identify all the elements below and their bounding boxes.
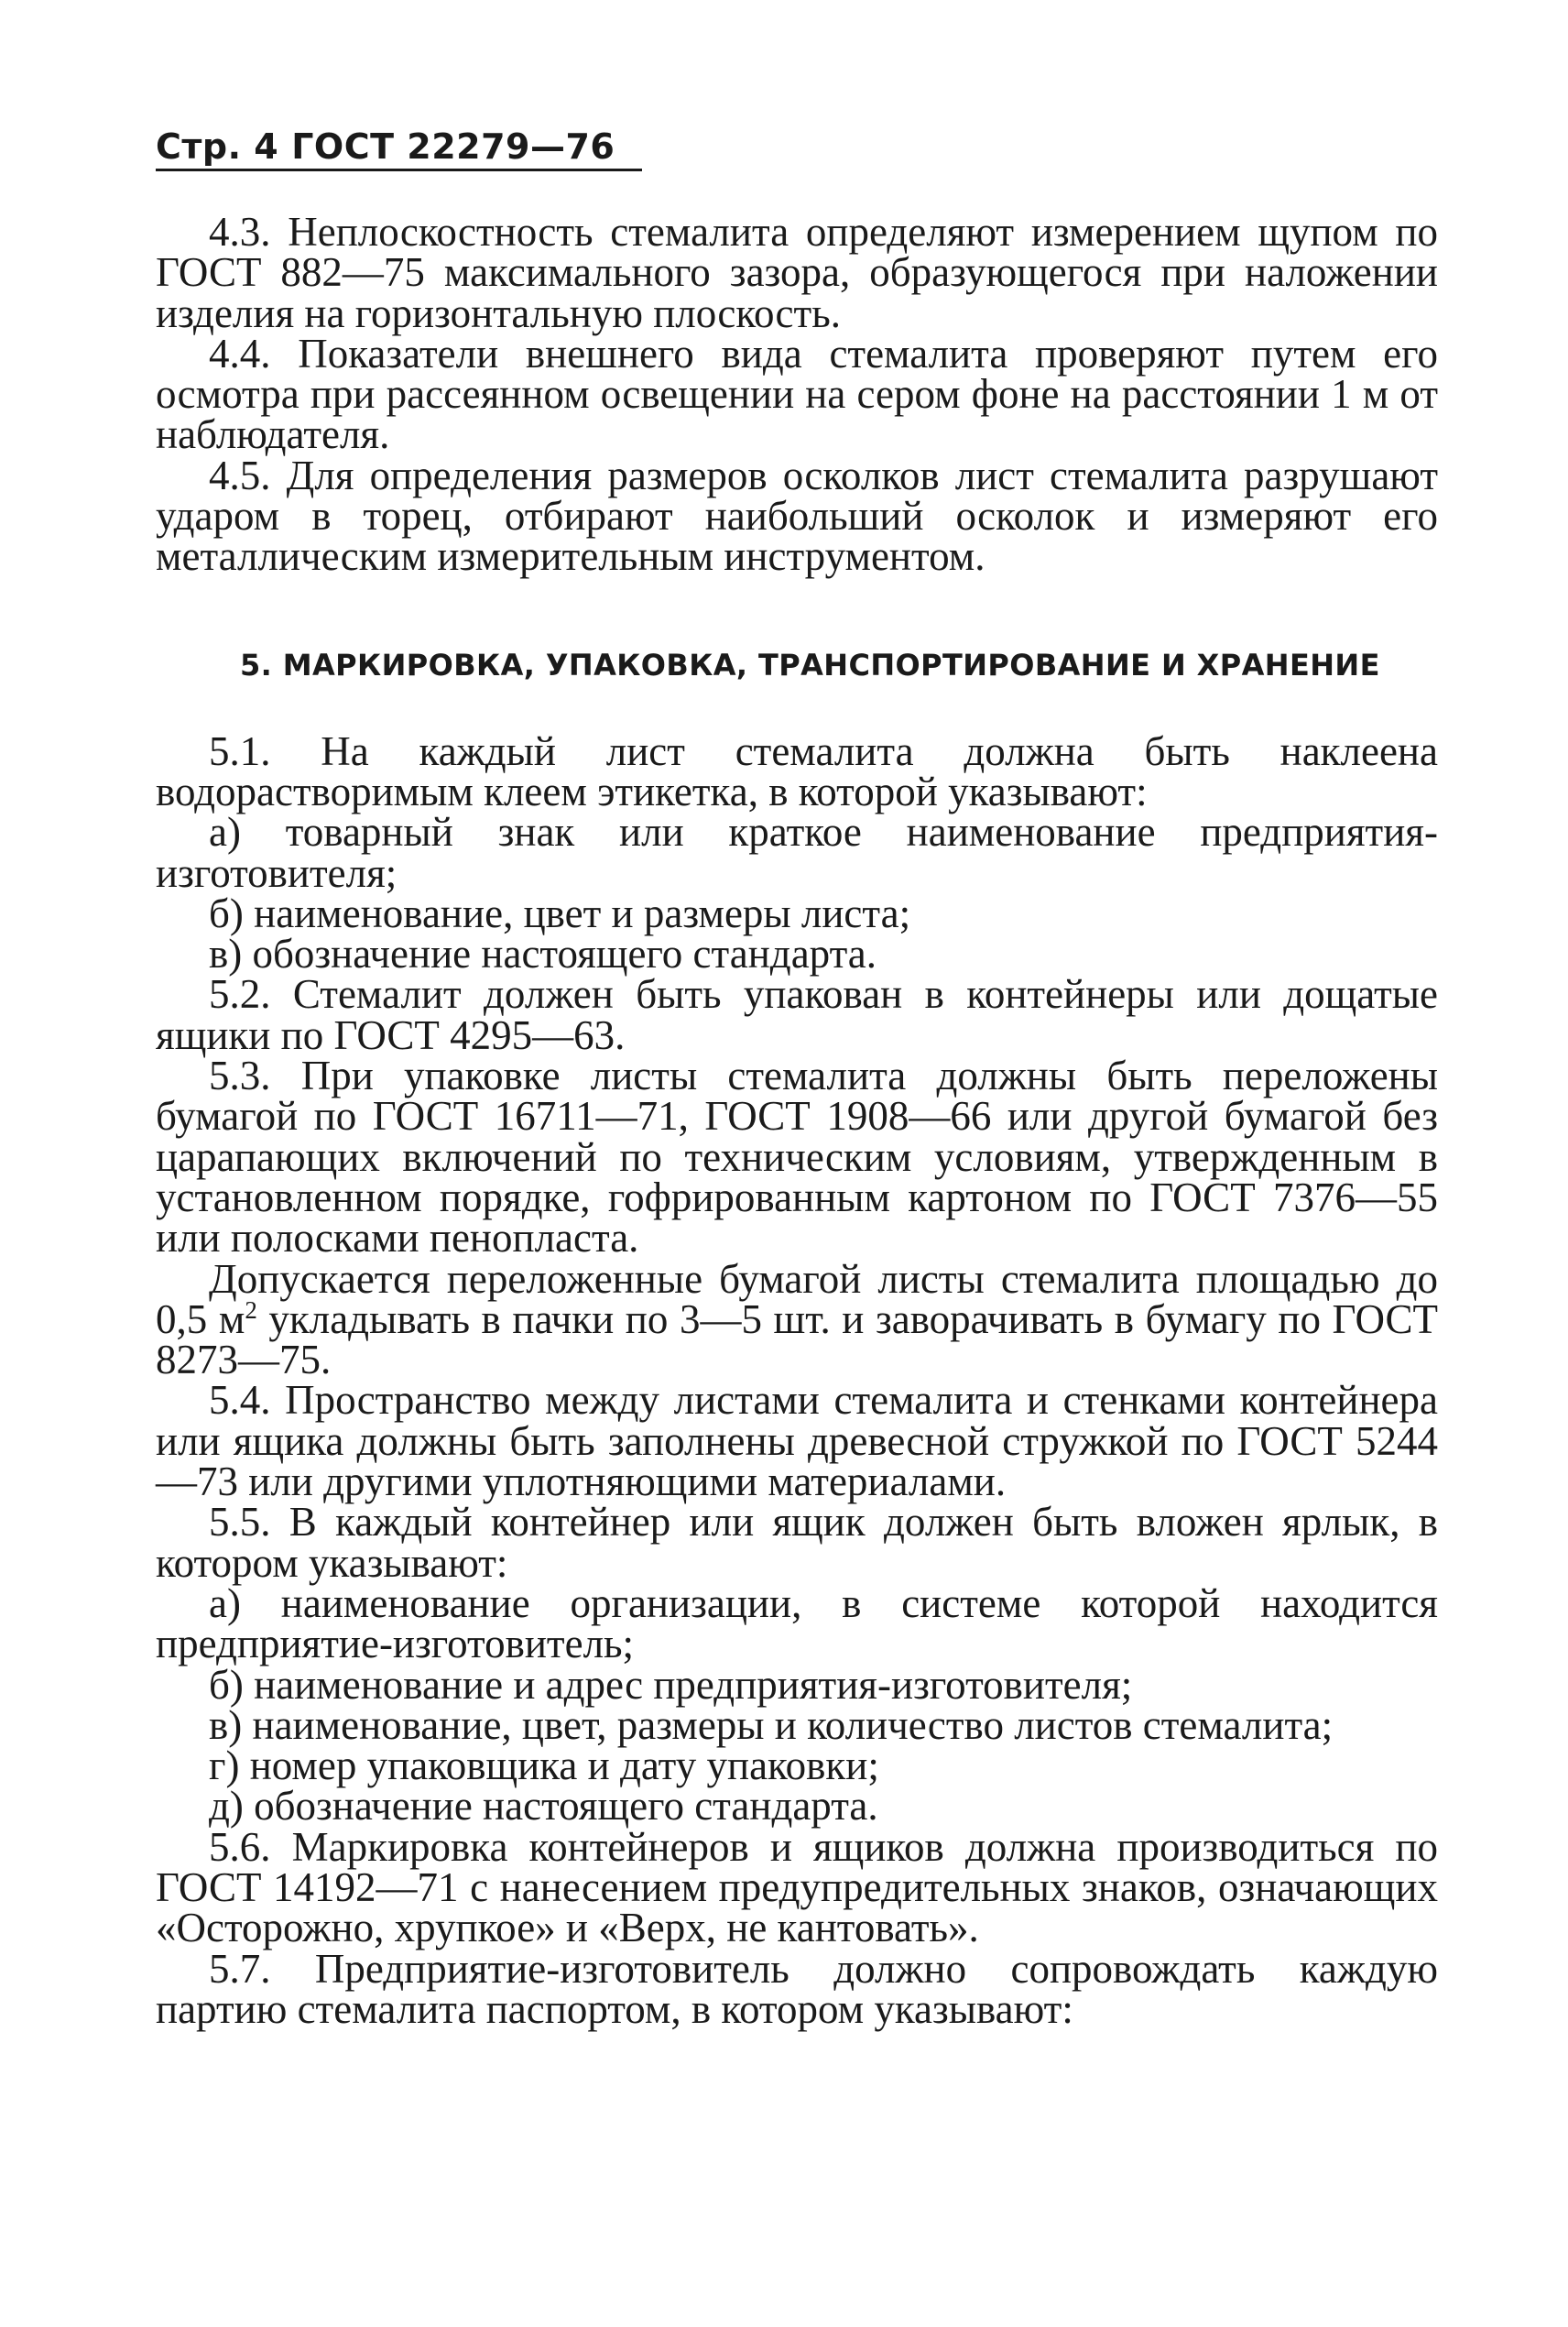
section-5-title: 5. МАРКИРОВКА, УПАКОВКА, ТРАНСПОРТИРОВАНИЕ И ХРАНЕНИЕ (240, 647, 1380, 683)
paragraph-5-6: 5.6. Маркировка контейнеров и ящиков должна производиться по ГОСТ 14192—71 с нанесением предупредительных знаков, означающих «Осторожно, хрупкое» и «Верх, не кантовать». (156, 1823, 1438, 1951)
list-item-5-5-c: в) наименование, цвет, размеры и количество листов стемалита; (209, 1701, 1334, 1748)
paragraph-4-3: 4.3. Неплоскостность стемалита определяют измерением щупом по ГОСТ 882—75 максимального зазора, образующегося при наложении изделия на горизонтальную плоскость. (156, 209, 1438, 336)
list-item-5-5-d: г) номер упаковщика и дату упаковки; (209, 1743, 879, 1789)
paragraph-4-5: 4.5. Для определения размеров осколков лист стемалита разрушают ударом в торец, отбирают наибольший осколок и измеряют его металлическим измерительным инструментом. (156, 452, 1438, 580)
page-label: Стр. 4 (156, 126, 279, 167)
section-5-body (156, 727, 1438, 2032)
list-item-5-5-e: д) обозначение настоящего стандарта. (209, 1783, 878, 1830)
section-4-body (156, 209, 1438, 580)
list-item-5-1-a: а) товарный знак или краткое наименование предприятия-изготовителя; (156, 809, 1438, 896)
list-item-5-1-c: в) обозначение настоящего стандарта. (209, 931, 877, 978)
paragraph-5-1: 5.1. На каждый лист стемалита должна быть наклеена водорастворимым клеем этикетка, в которой указывают: (156, 727, 1438, 814)
paragraph-5-7: 5.7. Предприятие-изготовитель должно сопровождать каждую партию стемалита паспортом, в котором указывают: (156, 1945, 1438, 2032)
paragraph-5-5: 5.5. В каждый контейнер или ящик должен быть вложен ярлык, в котором указывают: (156, 1499, 1438, 1586)
paragraph-4-4: 4.4. Показатели внешнего вида стемалита проверяют путем его осмотра при рассеянном освещении на сером фоне на расстоянии 1 м от наблюдателя. (156, 330, 1438, 458)
paragraph-5-2: 5.2. Стемалит должен быть упакован в контейнеры или дощатые ящики по ГОСТ 4295—63. (156, 971, 1438, 1058)
list-item-5-5-a: а) наименование организации, в системе которой находится предприятие-изготовитель; (156, 1579, 1438, 1667)
paragraph-5-3-extra (156, 1255, 1438, 1383)
list-item-5-5-b: б) наименование и адрес предприятия-изготовителя; (209, 1661, 1133, 1708)
paragraph-5-3: 5.3. При упаковке листы стемалита должны быть переложены бумагой по ГОСТ 16711—71, ГОСТ 1908—66 или другой бумагой без царапающих включений по техническим условиям, утвержденным в установленном порядке, гофрированным картоном по ГОСТ 7376—55 или полосками пенопласта. (156, 1053, 1438, 1262)
running-header (156, 125, 642, 171)
paragraph-5-4: 5.4. Пространство между листами стемалита и стенками контейнера или ящика должны быть заполнены древесной стружкой по ГОСТ 5244—73 или другими уплотняющими материалами. (156, 1377, 1438, 1505)
paragraph-5-3-extra-start: Допускается переложенные бумагой листы стемалита площадью до 0,5 м (156, 1255, 1438, 1342)
standard-number: ГОСТ 22279—76 (291, 126, 615, 167)
document-page (156, 125, 1438, 2032)
list-item-5-1-b: б) наименование, цвет и размеры листа; (209, 890, 911, 936)
square-meter-superscript: 2 (245, 1295, 257, 1324)
paragraph-5-3-extra-end: укладывать в пачки по 3—5 шт. и заворачивать в бумагу по ГОСТ 8273—75. (156, 1295, 1438, 1383)
